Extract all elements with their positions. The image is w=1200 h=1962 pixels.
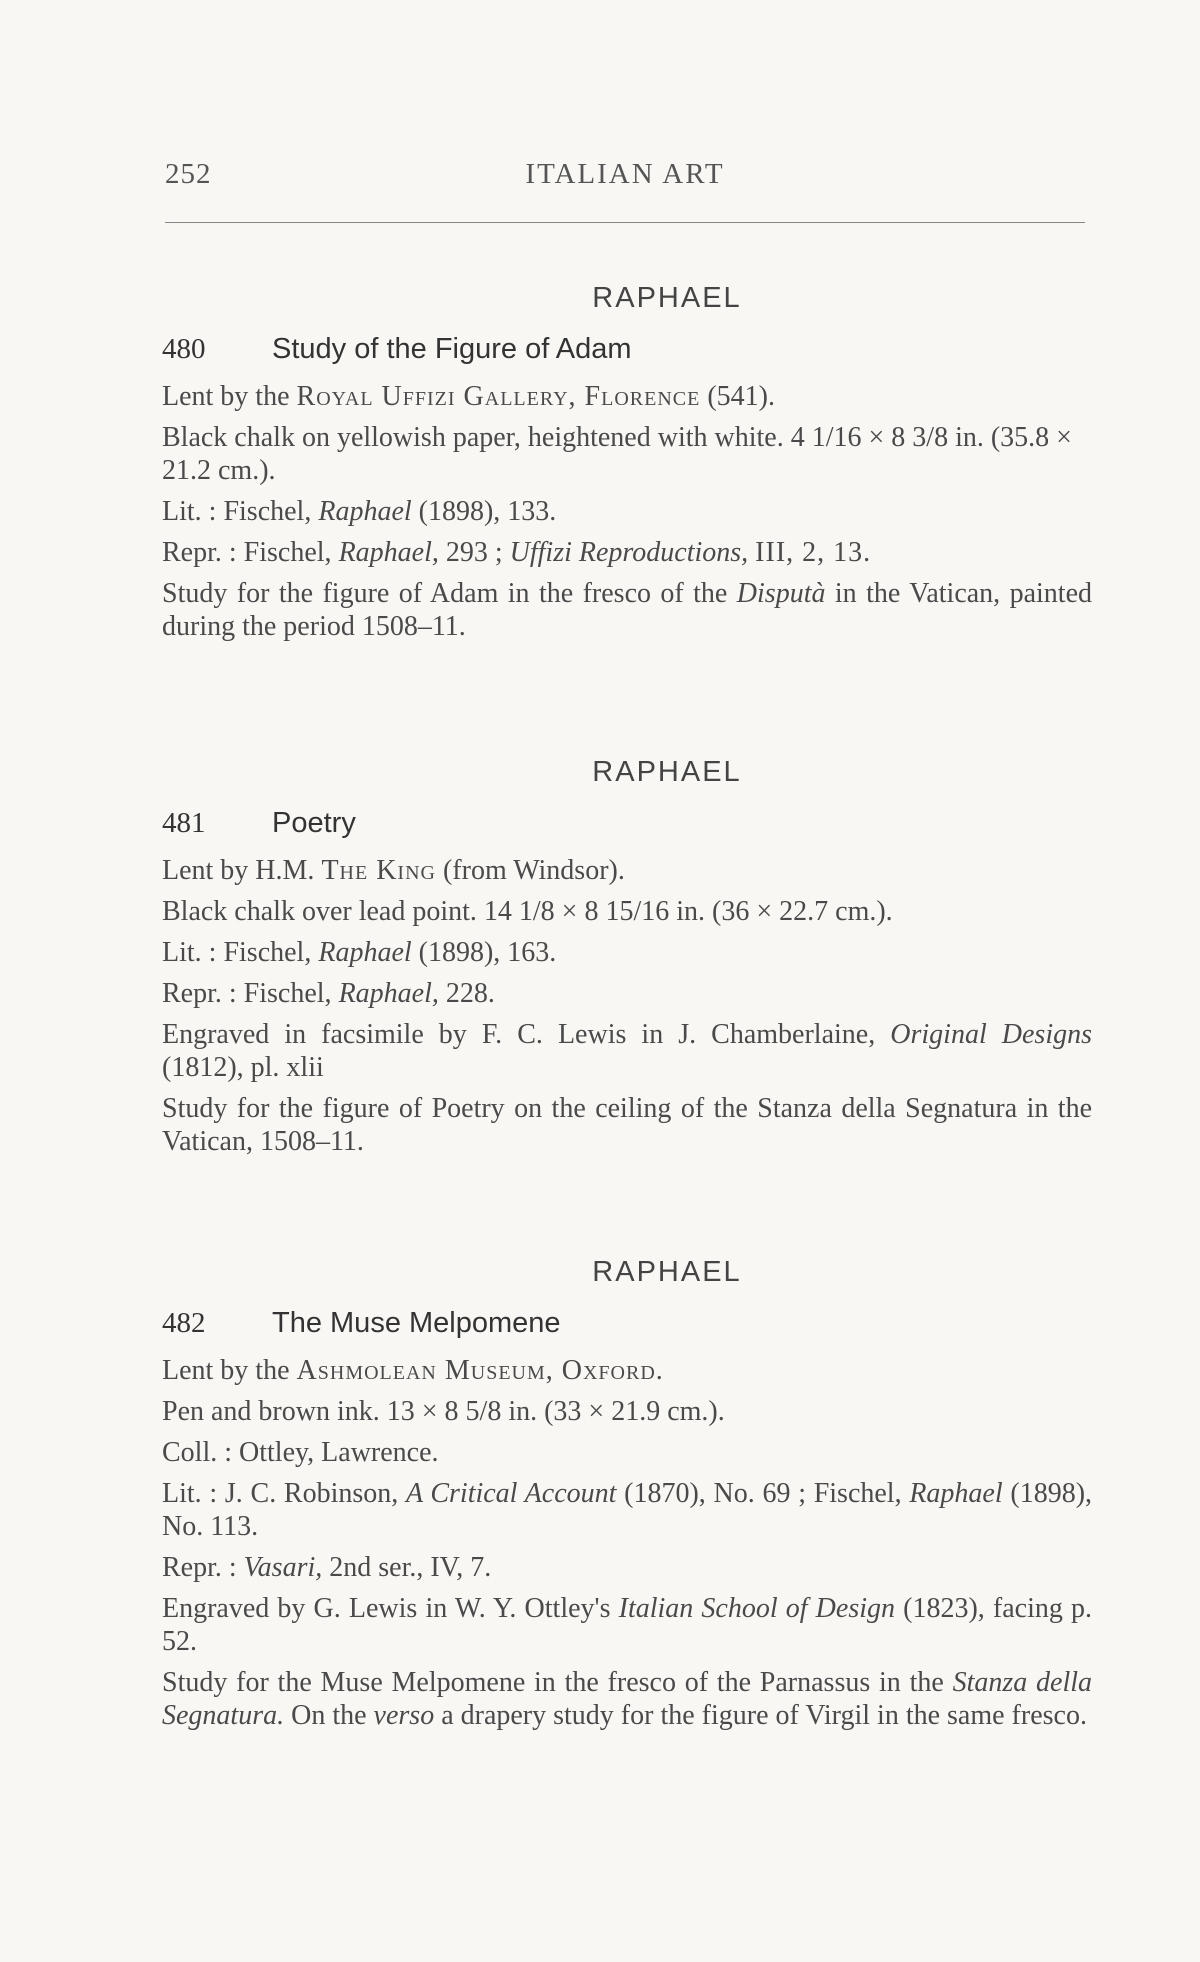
collection-line: Coll. : Ottley, Lawrence. bbox=[162, 1437, 439, 1468]
catalogue-entry-480 bbox=[162, 282, 1092, 651]
artist-heading: RAPHAEL bbox=[592, 282, 742, 314]
entry-title-row bbox=[162, 1307, 1092, 1340]
note-line: Study for the Muse Melpomene in the fresco of the Parnassus in the Stanza della Segnatura. On the verso a drapery study for the figure of Virgil in the same fresco. bbox=[162, 1667, 1092, 1731]
catalogue-entry-482 bbox=[162, 1256, 1092, 1740]
lender-line: Lent by the Royal Uffizi Gallery, Florence (541). bbox=[162, 381, 775, 412]
note-line: Study for the figure of Adam in the fresco of the Disputà in the Vatican, painted during the period 1508–11. bbox=[162, 578, 1093, 642]
reproduction-line: Repr. : Vasari, 2nd ser., IV, 7. bbox=[162, 1552, 492, 1583]
lender-line: Lent by H.M. The King (from Windsor). bbox=[162, 855, 625, 886]
medium-line: Black chalk on yellowish paper, heightened with white. 4 1/16 × 8 3/8 in. (35.8 × 21.2 cm.). bbox=[162, 422, 1072, 486]
entry-number: 481 bbox=[162, 807, 206, 839]
engraving-line: Engraved by G. Lewis in W. Y. Ottley's Italian School of Design (1823), facing p. 52. bbox=[162, 1593, 1093, 1657]
running-title: ITALIAN ART bbox=[525, 158, 725, 190]
entry-title-row bbox=[162, 333, 1092, 366]
entry-title: Study of the Figure of Adam bbox=[272, 333, 632, 365]
artist-heading: RAPHAEL bbox=[592, 1256, 742, 1288]
reproduction-line: Repr. : Fischel, Raphael, 293 ; Uffizi Reproductions, III, 2, 13. bbox=[162, 537, 872, 568]
literature-line: Lit. : Fischel, Raphael (1898), 163. bbox=[162, 937, 557, 968]
literature-line: Lit. : Fischel, Raphael (1898), 133. bbox=[162, 496, 557, 527]
literature-line: Lit. : J. C. Robinson, A Critical Account (1870), No. 69 ; Fischel, Raphael (1898), No. 113. bbox=[162, 1478, 1093, 1542]
medium-line: Black chalk over lead point. 14 1/8 × 8 15/16 in. (36 × 22.7 cm.). bbox=[162, 896, 893, 927]
engraving-line: Engraved in facsimile by F. C. Lewis in J. Chamberlaine, Original Designs (1812), pl. xlii bbox=[162, 1019, 1092, 1083]
note-line: Study for the figure of Poetry on the ceiling of the Stanza della Segnatura in the Vatican, 1508–11. bbox=[162, 1093, 1092, 1157]
entry-title-row bbox=[162, 807, 1092, 840]
page-number: 252 bbox=[165, 158, 212, 190]
entry-title: Poetry bbox=[272, 807, 356, 839]
catalogue-entry-481 bbox=[162, 756, 1092, 1166]
lender-name: The King bbox=[321, 855, 436, 886]
entry-title: The Muse Melpomene bbox=[272, 1307, 561, 1339]
page-header bbox=[165, 158, 1085, 198]
header-rule bbox=[165, 222, 1085, 223]
medium-line: Pen and brown ink. 13 × 8 5/8 in. (33 × 21.9 cm.). bbox=[162, 1396, 725, 1427]
reproduction-line: Repr. : Fischel, Raphael, 228. bbox=[162, 978, 495, 1009]
entry-number: 480 bbox=[162, 333, 206, 365]
lender-line: Lent by the Ashmolean Museum, Oxford. bbox=[162, 1355, 664, 1386]
artist-heading: RAPHAEL bbox=[592, 756, 742, 788]
lender-name: Royal Uffizi Gallery, Florence bbox=[296, 381, 701, 412]
entry-number: 482 bbox=[162, 1307, 206, 1339]
lender-name: Ashmolean Museum, Oxford. bbox=[296, 1355, 664, 1386]
